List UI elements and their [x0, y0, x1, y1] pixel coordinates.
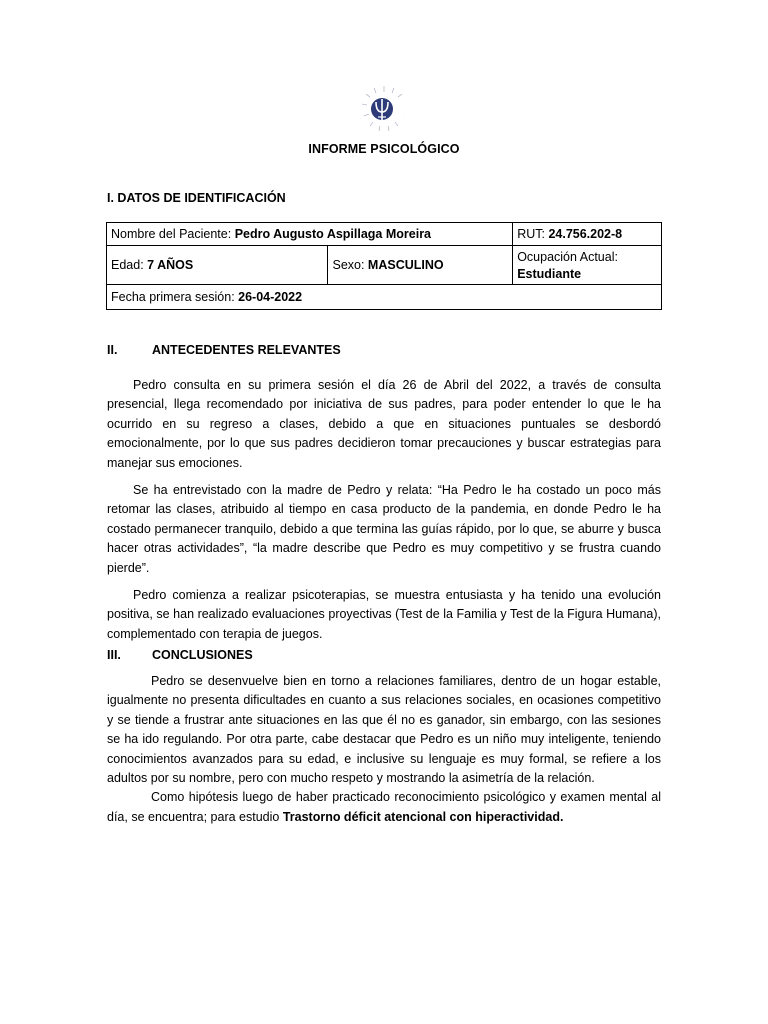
- rut-label: RUT:: [517, 227, 549, 241]
- background-paragraph-2: Se ha entrevistado con la madre de Pedro y relata: “Ha Pedro le ha costado un poco más retomar las clases, atribuido al tiempo en casa producto de la pandemia, en donde Pedro le ha costado permanecer tranquilo, debido a que termina las guías rápido, por lo que, se aburre y busca hacer otras actividades”, “la madre describe que Pedro es muy competitivo y se frustra cuando pierde”.: [107, 483, 661, 575]
- conclusions-paragraph-2: [107, 788, 661, 827]
- conclusions-paragraphs: [107, 672, 661, 827]
- document-title: INFORME PSICOLÓGICO: [308, 142, 460, 156]
- first-session-date-value: 26-04-2022: [238, 290, 303, 304]
- first-session-date-cell: [107, 285, 662, 310]
- occupation-cell: [513, 246, 662, 285]
- rut-cell: [513, 223, 662, 246]
- sex-value: MASCULINO: [367, 258, 444, 272]
- diagnosis-text: Trastorno déficit atencional con hiperactividad.: [282, 809, 564, 824]
- section-identification-title: I. DATOS DE IDENTIFICACIÓN: [107, 191, 286, 205]
- sex-label: Sexo:: [332, 258, 368, 272]
- conclusions-paragraph-2-text: Como hipótesis luego de haber practicado reconocimiento psicológico y examen mental al día, se encuentra; para estudio: [107, 790, 661, 824]
- rut-value: 24.756.202-8: [548, 227, 623, 241]
- section-conclusions-number: III.: [107, 648, 121, 662]
- age-cell: [107, 246, 328, 285]
- section-conclusions-heading: [107, 648, 253, 662]
- psychology-psi-logo-icon: [354, 84, 414, 136]
- identification-table: [106, 222, 662, 310]
- patient-name-label: Nombre del Paciente:: [111, 227, 235, 241]
- occupation-label: Ocupación Actual:: [517, 249, 618, 264]
- section-background-title: ANTECEDENTES RELEVANTES: [152, 343, 341, 357]
- patient-name-cell: [107, 223, 513, 246]
- section-conclusions-title: CONCLUSIONES: [152, 648, 253, 662]
- sex-cell: [328, 246, 513, 285]
- background-paragraph-3: Pedro comienza a realizar psicoterapias, se muestra entusiasta y ha tenido una evolución positiva, se han realizado evaluaciones proyectivas (Test de la Familia y Test de la Figura Humana), complementado con terapia de juegos.: [107, 588, 661, 641]
- occupation-value: Estudiante: [517, 266, 582, 281]
- age-value: 7 AÑOS: [147, 258, 194, 272]
- section-background-heading: [107, 343, 341, 357]
- patient-name-value: Pedro Augusto Aspillaga Moreira: [234, 227, 432, 241]
- age-label: Edad:: [111, 258, 148, 272]
- background-paragraphs: [107, 376, 661, 644]
- section-background-number: II.: [107, 343, 118, 357]
- conclusions-paragraph-1: Pedro se desenvuelve bien en torno a relaciones familiares, dentro de un hogar estable, igualmente no presenta dificultades en cuanto a sus relaciones sociales, en ocasiones competitivo y se tiende a frustrar ante situaciones en las que él no es ganador, sin embargo, con las sesiones se ha ido regulando. Por otra parte, cabe destacar que Pedro es un niño muy inteligente, teniendo conocimientos avanzados para su edad, e inclusive su lenguaje es muy formal, se refiere a los adultos por su nombre, pero con mucho respeto y mostrando la asimetría de la relación.: [107, 674, 661, 786]
- background-paragraph-1: Pedro consulta en su primera sesión el día 26 de Abril del 2022, a través de consulta presencial, llega recomendado por iniciativa de sus padres, para poder entender lo que le ha ocurrido en su regreso a clases, debido a que en situaciones puntuales se desbordó emocionalmente, por lo que sus padres decidieron tomar precauciones y buscar estrategias para manejar sus emociones.: [107, 378, 661, 470]
- first-session-date-label: Fecha primera sesión:: [111, 290, 239, 304]
